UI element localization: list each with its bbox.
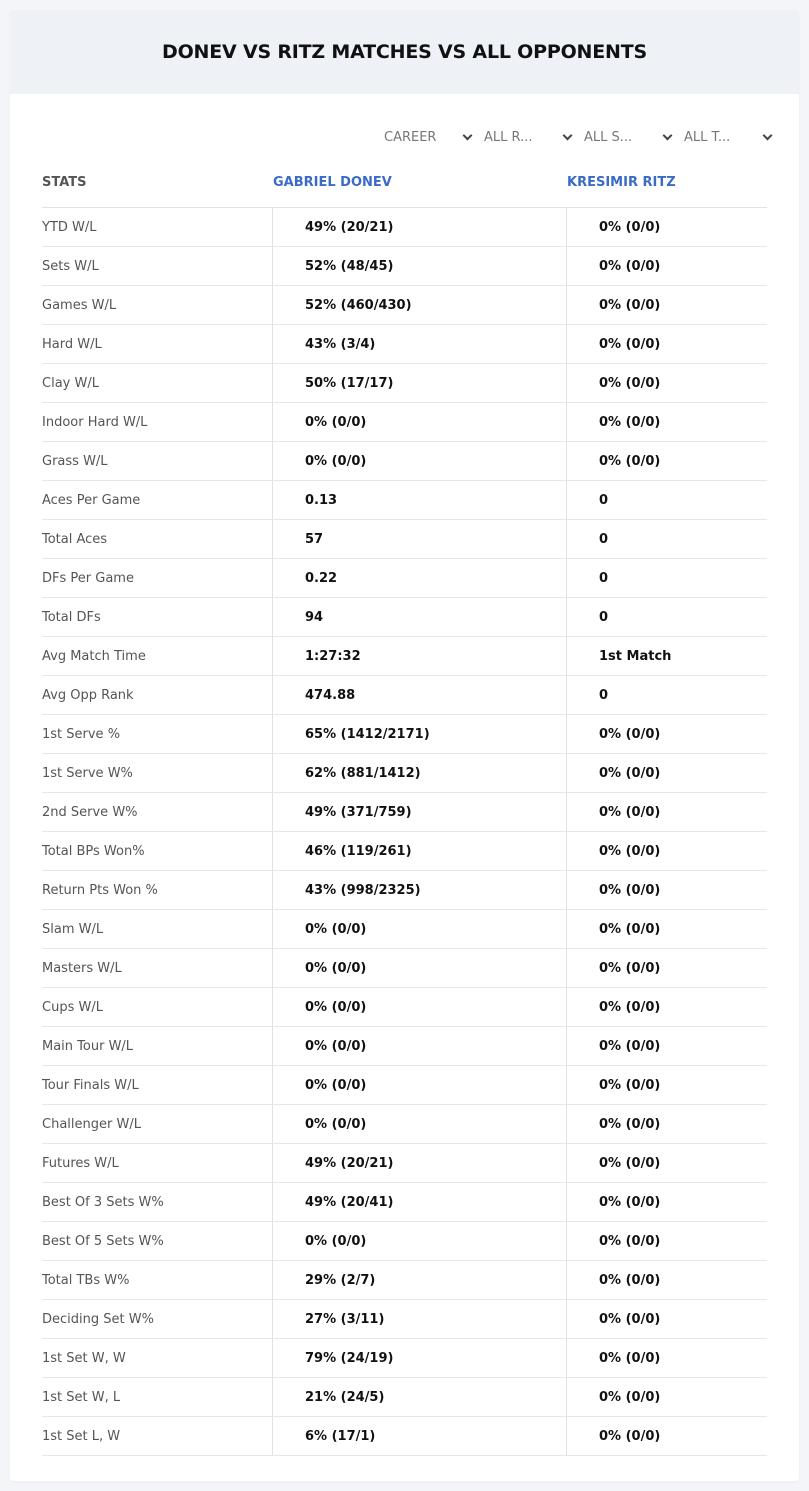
table-row [42, 1183, 767, 1222]
player2-value: 0% (0/0) [599, 843, 661, 859]
player1-value: 52% (48/45) [273, 247, 567, 285]
stat-label: Cups W/L [42, 988, 273, 1026]
table-row [42, 1417, 767, 1456]
table-row [42, 520, 767, 559]
table-header [42, 157, 767, 208]
stat-label: Sets W/L [42, 247, 273, 285]
stat-label: Grass W/L [42, 442, 273, 480]
player2-value: 0% (0/0) [599, 258, 661, 274]
player1-value: 0% (0/0) [273, 1027, 567, 1065]
player2-value: 0 [599, 570, 609, 586]
stat-label: Hard W/L [42, 325, 273, 363]
player2-value: 0% (0/0) [599, 1389, 661, 1405]
player2-value: 0% (0/0) [599, 1038, 661, 1054]
player2-value: 0% (0/0) [599, 921, 661, 937]
table-row [42, 1105, 767, 1144]
filter-label: CAREER [384, 129, 437, 145]
chevron-down-icon [463, 130, 473, 140]
filter-career-select[interactable] [384, 128, 484, 146]
stat-label: Clay W/L [42, 364, 273, 402]
player1-value: 49% (371/759) [273, 793, 567, 831]
player2-value: 1st Match [599, 648, 672, 664]
player2-value: 0 [599, 531, 609, 547]
player2-value: 0% (0/0) [599, 1155, 661, 1171]
stat-label: Futures W/L [42, 1144, 273, 1182]
player2-value: 0% (0/0) [599, 765, 661, 781]
stat-label: Best Of 3 Sets W% [42, 1183, 273, 1221]
table-row [42, 754, 767, 793]
table-row [42, 364, 767, 403]
stat-label: 1st Serve % [42, 715, 273, 753]
player1-value: 0.13 [273, 481, 567, 519]
table-row [42, 637, 767, 676]
table-row [42, 442, 767, 481]
player2-value: 0 [599, 492, 609, 508]
table-row [42, 559, 767, 598]
player2-value: 0% (0/0) [599, 1194, 661, 1210]
stat-label: Total DFs [42, 598, 273, 636]
player2-value: 0% (0/0) [599, 804, 661, 820]
player1-value: 62% (881/1412) [273, 754, 567, 792]
table-row [42, 208, 767, 247]
chevron-down-icon [663, 130, 673, 140]
table-row [42, 481, 767, 520]
page-title: DONEV VS RITZ MATCHES VS ALL OPPONENTS [162, 41, 647, 63]
player1-value: 29% (2/7) [273, 1261, 567, 1299]
stat-label: Total BPs Won% [42, 832, 273, 870]
stat-label: Indoor Hard W/L [42, 403, 273, 441]
player1-value: 57 [273, 520, 567, 558]
table-row [42, 676, 767, 715]
table-row [42, 1300, 767, 1339]
player2-value: 0% (0/0) [599, 453, 661, 469]
stats-card [10, 10, 799, 1481]
player1-value: 49% (20/21) [273, 208, 567, 246]
stat-label: Return Pts Won % [42, 871, 273, 909]
chevron-down-icon [763, 130, 773, 140]
table-row [42, 1339, 767, 1378]
stat-label: Tour Finals W/L [42, 1066, 273, 1104]
player1-value: 0.22 [273, 559, 567, 597]
stat-label: 1st Serve W% [42, 754, 273, 792]
player1-name-link[interactable]: GABRIEL DONEV [273, 174, 392, 190]
stat-label: Challenger W/L [42, 1105, 273, 1143]
player1-value: 52% (460/430) [273, 286, 567, 324]
table-row [42, 1066, 767, 1105]
stat-label: Masters W/L [42, 949, 273, 987]
table-row [42, 793, 767, 832]
player2-value: 0% (0/0) [599, 414, 661, 430]
player2-value: 0% (0/0) [599, 1311, 661, 1327]
table-row [42, 1144, 767, 1183]
filter-round-select[interactable] [484, 128, 584, 146]
stat-label: 2nd Serve W% [42, 793, 273, 831]
player1-value: 0% (0/0) [273, 1105, 567, 1143]
player1-value: 6% (17/1) [273, 1417, 567, 1455]
player1-value: 50% (17/17) [273, 364, 567, 402]
filter-label: ALL R... [484, 129, 533, 145]
player2-value: 0% (0/0) [599, 336, 661, 352]
table-row [42, 286, 767, 325]
player1-value: 21% (24/5) [273, 1378, 567, 1416]
table-row [42, 247, 767, 286]
stat-label: 1st Set W, W [42, 1339, 273, 1377]
stat-label: Avg Match Time [42, 637, 273, 675]
player1-value: 49% (20/21) [273, 1144, 567, 1182]
player2-value: 0% (0/0) [599, 726, 661, 742]
player1-value: 0% (0/0) [273, 910, 567, 948]
filter-tournament-select[interactable] [684, 128, 784, 146]
table-body [42, 208, 767, 1456]
player1-value: 0% (0/0) [273, 988, 567, 1026]
player1-value: 43% (3/4) [273, 325, 567, 363]
table-row [42, 871, 767, 910]
filter-surface-select[interactable] [584, 128, 684, 146]
table-row [42, 598, 767, 637]
player2-value: 0% (0/0) [599, 1116, 661, 1132]
player2-value: 0% (0/0) [599, 1350, 661, 1366]
player2-value: 0% (0/0) [599, 1272, 661, 1288]
stat-label: Aces Per Game [42, 481, 273, 519]
card-header [10, 10, 799, 94]
stat-label: DFs Per Game [42, 559, 273, 597]
filter-label: ALL T... [684, 129, 731, 145]
player1-value: 0% (0/0) [273, 1066, 567, 1104]
stat-label: YTD W/L [42, 208, 273, 246]
filter-label: ALL S... [584, 129, 633, 145]
player2-value: 0% (0/0) [599, 1428, 661, 1444]
player1-value: 27% (3/11) [273, 1300, 567, 1338]
stat-label: Total Aces [42, 520, 273, 558]
table-row [42, 832, 767, 871]
player1-value: 474.88 [273, 676, 567, 714]
player1-value: 0% (0/0) [273, 1222, 567, 1260]
player2-value: 0% (0/0) [599, 1077, 661, 1093]
stat-label: Total TBs W% [42, 1261, 273, 1299]
table-row [42, 1222, 767, 1261]
table-row [42, 403, 767, 442]
player1-value: 79% (24/19) [273, 1339, 567, 1377]
player1-value: 43% (998/2325) [273, 871, 567, 909]
player1-value: 0% (0/0) [273, 442, 567, 480]
table-row [42, 325, 767, 364]
player1-value: 1:27:32 [273, 637, 567, 675]
player1-value: 46% (119/261) [273, 832, 567, 870]
player2-value: 0% (0/0) [599, 1233, 661, 1249]
stat-label: Main Tour W/L [42, 1027, 273, 1065]
stats-table [42, 157, 767, 1456]
stat-label: Slam W/L [42, 910, 273, 948]
table-row [42, 988, 767, 1027]
player1-value: 65% (1412/2171) [273, 715, 567, 753]
table-row [42, 715, 767, 754]
filter-bar [384, 128, 784, 146]
player2-value: 0% (0/0) [599, 297, 661, 313]
player2-value: 0 [599, 609, 609, 625]
player2-value: 0% (0/0) [599, 882, 661, 898]
stat-label: 1st Set L, W [42, 1417, 273, 1455]
player1-value: 0% (0/0) [273, 949, 567, 987]
player1-value: 49% (20/41) [273, 1183, 567, 1221]
stat-label: Games W/L [42, 286, 273, 324]
player1-value: 0% (0/0) [273, 403, 567, 441]
player2-value: 0 [599, 687, 609, 703]
player2-name-link[interactable]: KRESIMIR RITZ [567, 174, 676, 190]
chevron-down-icon [563, 130, 573, 140]
column-header-stats: STATS [42, 174, 87, 190]
table-row [42, 1378, 767, 1417]
table-row [42, 949, 767, 988]
player2-value: 0% (0/0) [599, 999, 661, 1015]
table-row [42, 1027, 767, 1066]
player2-value: 0% (0/0) [599, 375, 661, 391]
player2-value: 0% (0/0) [599, 219, 661, 235]
player2-value: 0% (0/0) [599, 960, 661, 976]
stat-label: Avg Opp Rank [42, 676, 273, 714]
stat-label: 1st Set W, L [42, 1378, 273, 1416]
table-row [42, 1261, 767, 1300]
stat-label: Deciding Set W% [42, 1300, 273, 1338]
player1-value: 94 [273, 598, 567, 636]
stat-label: Best Of 5 Sets W% [42, 1222, 273, 1260]
table-row [42, 910, 767, 949]
